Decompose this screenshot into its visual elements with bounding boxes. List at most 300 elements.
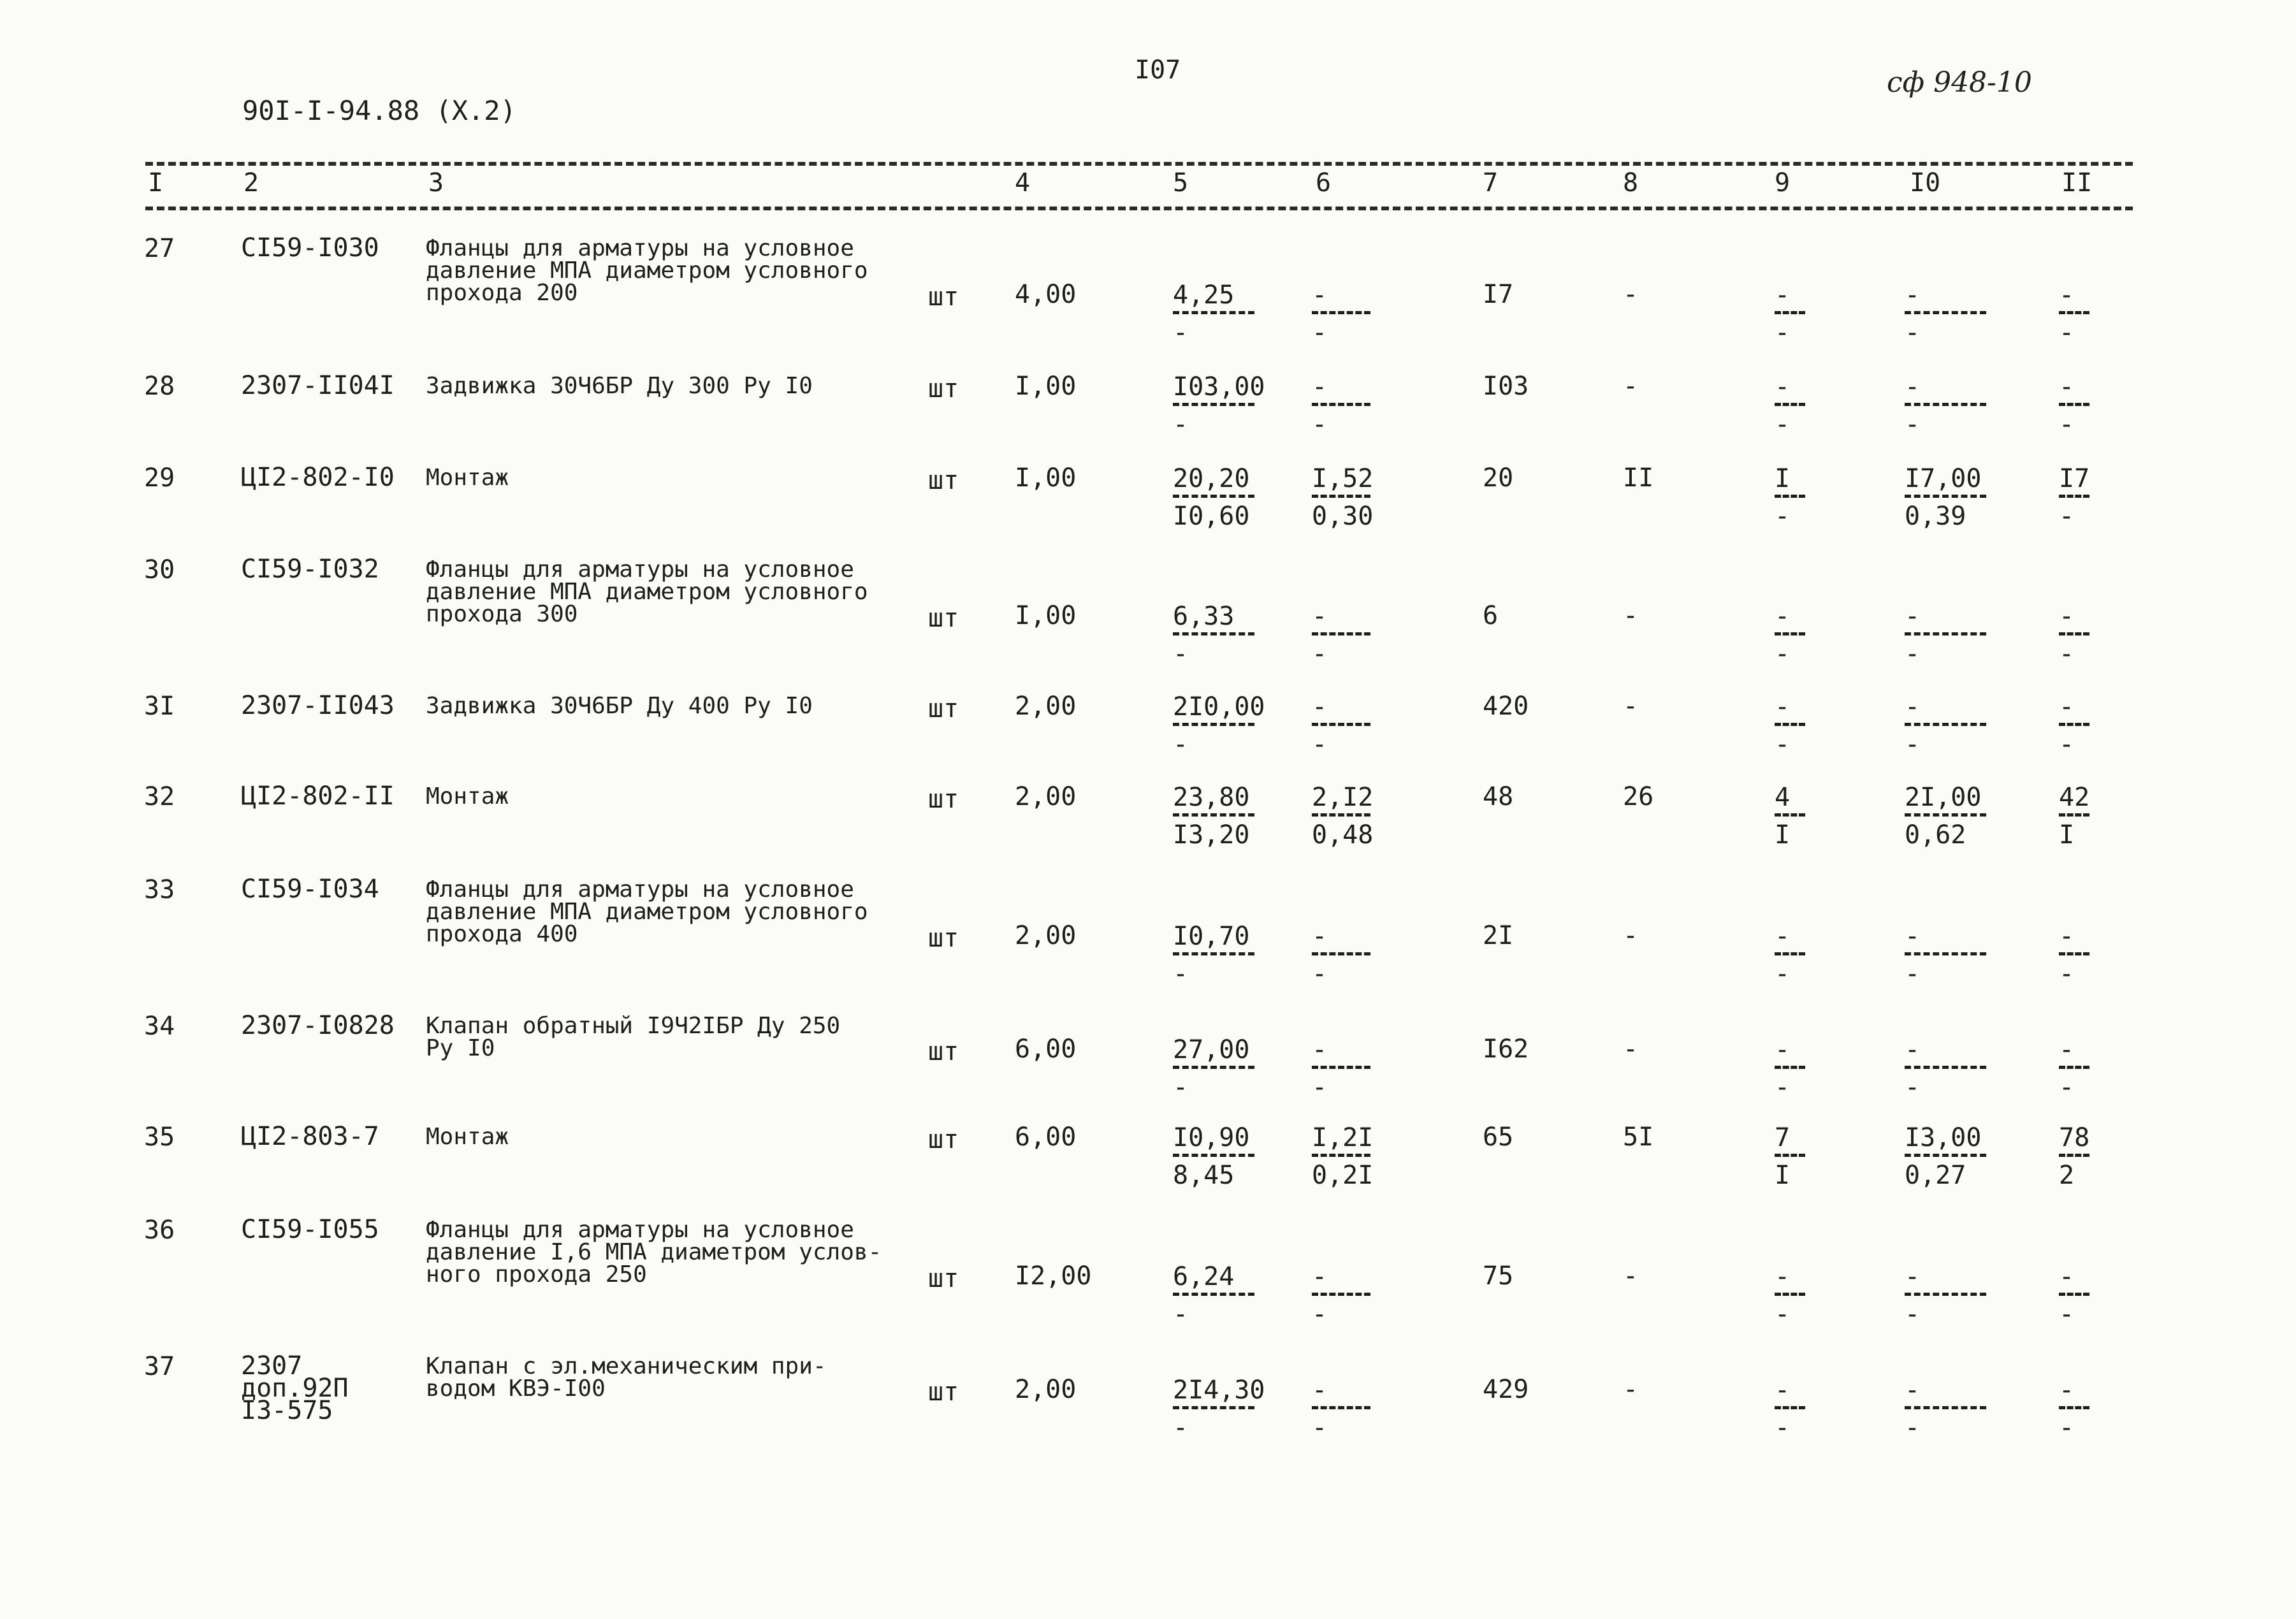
row-col5-value-denominator: - bbox=[1173, 1300, 1189, 1329]
row-col11-value-numerator: - bbox=[2059, 372, 2075, 402]
row-col6-value-numerator: - bbox=[1312, 922, 1328, 951]
row-col5-value bbox=[1173, 1376, 1265, 1442]
row-col5-value-numerator: 23,80 bbox=[1173, 783, 1250, 812]
row-code: 2307-I0828 bbox=[241, 1011, 395, 1040]
row-col5-value bbox=[1173, 922, 1254, 989]
row-col10-value-divider bbox=[1905, 952, 1986, 955]
row-number: 30 bbox=[144, 555, 175, 584]
row-col10-value-numerator: - bbox=[1905, 280, 1921, 310]
row-col9-value-denominator: - bbox=[1775, 502, 1791, 531]
row-unit: шт bbox=[928, 694, 959, 723]
row-col10-value bbox=[1905, 1376, 1986, 1442]
row-col6-value-denominator: - bbox=[1312, 318, 1328, 347]
row-col11-value bbox=[2059, 602, 2089, 669]
column-header: I0 bbox=[1910, 168, 1941, 198]
row-col10-value bbox=[1905, 1123, 1986, 1190]
row-col5-value bbox=[1173, 1035, 1254, 1102]
column-header: 5 bbox=[1173, 168, 1189, 198]
row-col9-value-numerator: - bbox=[1775, 1376, 1791, 1405]
row-col7-value: 65 bbox=[1483, 1122, 1514, 1152]
row-unit: шт bbox=[928, 1037, 959, 1066]
row-col10-value-divider bbox=[1905, 1293, 1986, 1296]
row-col9-value-numerator: 7 bbox=[1775, 1123, 1791, 1152]
row-quantity: I,00 bbox=[1015, 463, 1077, 493]
row-col9-value bbox=[1775, 922, 1805, 989]
row-col8-value: 26 bbox=[1623, 782, 1654, 811]
row-quantity: 2,00 bbox=[1015, 921, 1077, 950]
row-col6-value-denominator: - bbox=[1312, 959, 1328, 989]
column-header: 2 bbox=[243, 168, 259, 198]
row-col7-value: I03 bbox=[1483, 372, 1529, 401]
row-description: Клапан обратный I9Ч2IБР Ду 250 Ру I0 bbox=[426, 1013, 841, 1061]
row-col9-value-numerator: 4 bbox=[1775, 783, 1791, 812]
row-col10-value-numerator: - bbox=[1905, 1376, 1921, 1405]
row-col10-value bbox=[1905, 922, 1986, 989]
row-col11-value-numerator: 78 bbox=[2059, 1123, 2090, 1152]
row-col10-value-numerator: 2I,00 bbox=[1905, 783, 1982, 812]
column-header: 6 bbox=[1316, 168, 1332, 198]
row-col10-value-numerator: I7,00 bbox=[1905, 464, 1982, 493]
header-bottom-rule bbox=[145, 207, 2133, 210]
row-col5-value-divider bbox=[1173, 1066, 1254, 1069]
column-header: 3 bbox=[428, 168, 444, 198]
row-col10-value bbox=[1905, 783, 1986, 850]
row-col5-value-denominator: I0,60 bbox=[1173, 502, 1250, 531]
row-col11-value-divider bbox=[2059, 495, 2089, 498]
row-col5-value-denominator: I3,20 bbox=[1173, 820, 1250, 850]
row-col9-value bbox=[1775, 372, 1805, 439]
row-col9-value-numerator: - bbox=[1775, 1262, 1791, 1291]
row-col5-value-divider bbox=[1173, 632, 1254, 635]
row-number: 33 bbox=[144, 875, 175, 904]
row-col11-value-divider bbox=[2059, 1406, 2089, 1409]
row-col9-value-denominator: - bbox=[1775, 1073, 1791, 1102]
row-col6-value-numerator: - bbox=[1312, 1035, 1328, 1064]
row-col9-value-numerator: I bbox=[1775, 464, 1791, 493]
column-header: 7 bbox=[1483, 168, 1499, 198]
row-col10-value-denominator: - bbox=[1905, 639, 1921, 669]
row-col9-value bbox=[1775, 464, 1805, 531]
row-col6-value-divider bbox=[1312, 952, 1370, 955]
row-col5-value bbox=[1173, 464, 1254, 531]
row-quantity: 6,00 bbox=[1015, 1122, 1077, 1152]
row-col6-value-divider bbox=[1312, 1293, 1370, 1296]
row-col8-value: - bbox=[1623, 1035, 1639, 1064]
row-col11-value-denominator: - bbox=[2059, 639, 2075, 669]
row-col6-value-divider bbox=[1312, 403, 1370, 406]
row-col5-value-divider bbox=[1173, 403, 1254, 406]
row-unit: шт bbox=[928, 924, 959, 953]
row-description: Фланцы для арматуры на условное давление I,6 МПА диаметром услов- ного прохода 250 bbox=[426, 1217, 882, 1288]
row-col8-value: II bbox=[1623, 463, 1654, 493]
row-col8-value: - bbox=[1623, 1261, 1639, 1291]
row-col10-value-denominator: - bbox=[1905, 410, 1921, 439]
row-col9-value-denominator: I bbox=[1775, 1161, 1791, 1190]
row-col10-value-divider bbox=[1905, 1154, 1986, 1157]
row-col6-value-divider bbox=[1312, 813, 1370, 817]
row-col6-value-denominator: 0,30 bbox=[1312, 502, 1374, 531]
row-col11-value bbox=[2059, 1123, 2089, 1190]
row-col9-value-divider bbox=[1775, 1154, 1805, 1157]
row-quantity: 4,00 bbox=[1015, 280, 1077, 309]
row-col10-value-numerator: - bbox=[1905, 1262, 1921, 1291]
row-col9-value bbox=[1775, 280, 1805, 347]
row-description: Задвижка 30Ч6БР Ду 300 Ру I0 bbox=[426, 373, 813, 399]
row-col5-value-divider bbox=[1173, 1406, 1254, 1409]
row-col6-value bbox=[1312, 602, 1370, 669]
row-col9-value-divider bbox=[1775, 1406, 1805, 1409]
row-col5-value-denominator: - bbox=[1173, 1413, 1189, 1442]
row-col11-value bbox=[2059, 1262, 2089, 1329]
row-col6-value-divider bbox=[1312, 311, 1370, 314]
row-col10-value-denominator: - bbox=[1905, 318, 1921, 347]
row-col10-value-divider bbox=[1905, 723, 1986, 726]
row-col6-value-numerator: - bbox=[1312, 1262, 1328, 1291]
row-col8-value: - bbox=[1623, 601, 1639, 630]
row-col6-value-denominator: 0,2I bbox=[1312, 1161, 1374, 1190]
row-col9-value-numerator: - bbox=[1775, 922, 1791, 951]
row-col8-value: - bbox=[1623, 692, 1639, 721]
row-col11-value bbox=[2059, 1376, 2089, 1442]
row-col7-value: 6 bbox=[1483, 601, 1499, 630]
row-col9-value-divider bbox=[1775, 952, 1805, 955]
row-col9-value-denominator: - bbox=[1775, 318, 1791, 347]
row-col6-value-denominator: - bbox=[1312, 730, 1328, 759]
row-col6-value bbox=[1312, 1035, 1370, 1102]
row-col6-value bbox=[1312, 372, 1370, 439]
row-col5-value-divider bbox=[1173, 1293, 1254, 1296]
row-code: ЦI2-802-II bbox=[241, 781, 395, 811]
row-col11-value-divider bbox=[2059, 311, 2089, 314]
row-col11-value-denominator: - bbox=[2059, 959, 2075, 989]
row-col11-value-divider bbox=[2059, 403, 2089, 406]
row-col11-value-denominator: - bbox=[2059, 410, 2075, 439]
row-col10-value-divider bbox=[1905, 632, 1986, 635]
row-col10-value-numerator: - bbox=[1905, 602, 1921, 631]
row-col11-value-denominator: - bbox=[2059, 1300, 2075, 1329]
row-col5-value-numerator: 2I0,00 bbox=[1173, 692, 1265, 722]
row-col9-value-divider bbox=[1775, 632, 1805, 635]
row-description: Фланцы для арматуры на условное давление МПА диаметром условного прохода 200 bbox=[426, 235, 868, 306]
row-code: 2307 доп.92П I3-575 bbox=[241, 1351, 349, 1425]
row-col10-value-numerator: - bbox=[1905, 692, 1921, 722]
row-col6-value-denominator: - bbox=[1312, 1073, 1328, 1102]
row-quantity: 2,00 bbox=[1015, 1375, 1077, 1404]
column-header: II bbox=[2061, 168, 2093, 198]
row-col5-value-numerator: 20,20 bbox=[1173, 464, 1250, 493]
row-col5-value-denominator: 8,45 bbox=[1173, 1161, 1235, 1190]
row-col11-value bbox=[2059, 692, 2089, 759]
row-col5-value-denominator: - bbox=[1173, 318, 1189, 347]
row-col9-value-denominator: I bbox=[1775, 820, 1791, 850]
row-col9-value-divider bbox=[1775, 311, 1805, 314]
row-col11-value-divider bbox=[2059, 1293, 2089, 1296]
row-quantity: 2,00 bbox=[1015, 782, 1077, 811]
row-col10-value bbox=[1905, 1262, 1986, 1329]
row-col5-value-divider bbox=[1173, 723, 1254, 726]
row-col7-value: 75 bbox=[1483, 1261, 1514, 1291]
row-code: CI59-I055 bbox=[241, 1215, 379, 1244]
row-col8-value: 5I bbox=[1623, 1122, 1654, 1152]
row-col10-value-denominator: - bbox=[1905, 730, 1921, 759]
row-col11-value bbox=[2059, 922, 2089, 989]
row-col9-value-divider bbox=[1775, 813, 1805, 817]
row-col6-value bbox=[1312, 783, 1373, 850]
row-col9-value bbox=[1775, 692, 1805, 759]
row-col9-value bbox=[1775, 602, 1805, 669]
row-col10-value bbox=[1905, 1035, 1986, 1102]
row-col9-value-numerator: - bbox=[1775, 280, 1791, 310]
row-col9-value-denominator: - bbox=[1775, 959, 1791, 989]
row-col6-value-divider bbox=[1312, 1406, 1370, 1409]
row-col9-value-divider bbox=[1775, 1066, 1805, 1069]
column-header: 4 bbox=[1015, 168, 1031, 198]
row-col5-value bbox=[1173, 372, 1265, 439]
row-col5-value-divider bbox=[1173, 1154, 1254, 1157]
handwritten-note: сф 948-10 bbox=[1887, 66, 2032, 99]
row-col6-value-numerator: I,2I bbox=[1312, 1123, 1374, 1152]
row-col10-value bbox=[1905, 602, 1986, 669]
row-col7-value: 2I bbox=[1483, 921, 1514, 950]
row-col6-value bbox=[1312, 922, 1370, 989]
row-col11-value-denominator: - bbox=[2059, 1413, 2075, 1442]
row-description: Задвижка 30Ч6БР Ду 400 Ру I0 bbox=[426, 693, 813, 719]
row-col10-value-numerator: - bbox=[1905, 372, 1921, 402]
row-col9-value-divider bbox=[1775, 495, 1805, 498]
row-col6-value bbox=[1312, 1376, 1370, 1442]
row-quantity: I2,00 bbox=[1015, 1261, 1092, 1291]
row-col9-value-numerator: - bbox=[1775, 1035, 1791, 1064]
row-col5-value-numerator: I03,00 bbox=[1173, 372, 1265, 402]
row-col10-value-denominator: 0,39 bbox=[1905, 502, 1966, 531]
row-col9-value-denominator: - bbox=[1775, 1300, 1791, 1329]
header-top-rule bbox=[145, 162, 2133, 166]
row-col11-value-denominator: 2 bbox=[2059, 1161, 2075, 1190]
row-col11-value-numerator: - bbox=[2059, 602, 2075, 631]
row-code: CI59-I034 bbox=[241, 875, 379, 904]
row-col9-value-numerator: - bbox=[1775, 602, 1791, 631]
row-col10-value bbox=[1905, 372, 1986, 439]
row-description: Клапан с эл.механическим при- водом КВЭ-I00 bbox=[426, 1353, 827, 1402]
row-col11-value-numerator: I7 bbox=[2059, 464, 2090, 493]
row-col5-value-divider bbox=[1173, 495, 1254, 498]
row-col5-value-numerator: I0,90 bbox=[1173, 1123, 1250, 1152]
row-col11-value-numerator: - bbox=[2059, 280, 2075, 310]
row-col6-value-divider bbox=[1312, 1066, 1370, 1069]
row-col10-value-denominator: - bbox=[1905, 1413, 1921, 1442]
row-col11-value-numerator: 42 bbox=[2059, 783, 2090, 812]
row-number: 34 bbox=[144, 1012, 175, 1041]
row-description: Монтаж bbox=[426, 465, 509, 491]
row-col10-value bbox=[1905, 692, 1986, 759]
column-header: 8 bbox=[1623, 168, 1639, 198]
row-col10-value-numerator: I3,00 bbox=[1905, 1123, 1982, 1152]
row-col5-value bbox=[1173, 1262, 1254, 1329]
row-col9-value bbox=[1775, 783, 1805, 850]
row-col5-value-numerator: 2I4,30 bbox=[1173, 1376, 1265, 1405]
row-col9-value-divider bbox=[1775, 723, 1805, 726]
row-col11-value bbox=[2059, 372, 2089, 439]
row-col6-value-denominator: - bbox=[1312, 1413, 1328, 1442]
row-unit: шт bbox=[928, 1377, 959, 1407]
document-code: 90I-I-94.88 (X.2) bbox=[242, 95, 516, 126]
row-col6-value bbox=[1312, 280, 1370, 347]
row-col5-value-numerator: 4,25 bbox=[1173, 280, 1235, 310]
row-description: Фланцы для арматуры на условное давление МПА диаметром условного прохода 400 bbox=[426, 876, 868, 947]
row-col6-value-numerator: - bbox=[1312, 692, 1328, 722]
row-col5-value bbox=[1173, 783, 1254, 850]
row-col8-value: - bbox=[1623, 280, 1639, 309]
row-col11-value-numerator: - bbox=[2059, 922, 2075, 951]
row-col9-value-denominator: - bbox=[1775, 730, 1791, 759]
row-col10-value-denominator: 0,62 bbox=[1905, 820, 1966, 850]
row-col10-value-denominator: - bbox=[1905, 959, 1921, 989]
row-col11-value-divider bbox=[2059, 723, 2089, 726]
row-code: 2307-II043 bbox=[241, 691, 395, 720]
row-col11-value-denominator: I bbox=[2059, 820, 2075, 850]
row-col8-value: - bbox=[1623, 921, 1639, 950]
row-col9-value bbox=[1775, 1123, 1805, 1190]
row-col10-value-denominator: - bbox=[1905, 1300, 1921, 1329]
row-col6-value-divider bbox=[1312, 495, 1370, 498]
row-number: 29 bbox=[144, 463, 175, 493]
row-col11-value-denominator: - bbox=[2059, 1073, 2075, 1102]
row-col6-value-numerator: - bbox=[1312, 372, 1328, 402]
page-number: I07 bbox=[1135, 55, 1181, 85]
row-col7-value: 420 bbox=[1483, 692, 1529, 721]
row-col9-value-denominator: - bbox=[1775, 639, 1791, 669]
row-col11-value bbox=[2059, 464, 2089, 531]
row-col9-value-denominator: - bbox=[1775, 1413, 1791, 1442]
row-col10-value-denominator: - bbox=[1905, 1073, 1921, 1102]
row-col9-value bbox=[1775, 1035, 1805, 1102]
row-col6-value-divider bbox=[1312, 723, 1370, 726]
row-quantity: I,00 bbox=[1015, 372, 1077, 401]
row-col5-value-numerator: I0,70 bbox=[1173, 922, 1250, 951]
row-unit: шт bbox=[928, 785, 959, 814]
row-col11-value-divider bbox=[2059, 632, 2089, 635]
row-col8-value: - bbox=[1623, 1375, 1639, 1404]
row-number: 3I bbox=[144, 692, 175, 721]
row-number: 37 bbox=[144, 1352, 175, 1381]
row-col10-value-numerator: - bbox=[1905, 1035, 1921, 1064]
row-col6-value bbox=[1312, 464, 1373, 531]
row-col10-value-divider bbox=[1905, 813, 1986, 817]
row-col5-value-denominator: - bbox=[1173, 410, 1189, 439]
row-description: Монтаж bbox=[426, 1124, 509, 1150]
row-code: CI59-I032 bbox=[241, 555, 379, 584]
row-col8-value: - bbox=[1623, 372, 1639, 401]
row-code: CI59-I030 bbox=[241, 233, 379, 263]
column-header: I bbox=[148, 168, 164, 198]
row-col11-value bbox=[2059, 783, 2089, 850]
row-col5-value-numerator: 6,24 bbox=[1173, 1262, 1235, 1291]
row-unit: шт bbox=[928, 1264, 959, 1293]
row-col6-value-numerator: - bbox=[1312, 280, 1328, 310]
row-col5-value-denominator: - bbox=[1173, 1073, 1189, 1102]
row-col11-value-divider bbox=[2059, 813, 2089, 817]
row-code: ЦI2-802-I0 bbox=[241, 463, 395, 492]
row-unit: шт bbox=[928, 282, 959, 312]
row-col5-value-divider bbox=[1173, 952, 1254, 955]
row-col5-value-numerator: 27,00 bbox=[1173, 1035, 1250, 1064]
row-col9-value-numerator: - bbox=[1775, 692, 1791, 722]
row-col10-value-divider bbox=[1905, 1406, 1986, 1409]
row-quantity: I,00 bbox=[1015, 601, 1077, 630]
row-col7-value: 429 bbox=[1483, 1375, 1529, 1404]
row-col6-value-denominator: 0,48 bbox=[1312, 820, 1374, 850]
row-col10-value-numerator: - bbox=[1905, 922, 1921, 951]
row-number: 32 bbox=[144, 782, 175, 811]
row-unit: шт bbox=[928, 604, 959, 633]
row-col5-value-denominator: - bbox=[1173, 730, 1189, 759]
row-col11-value-denominator: - bbox=[2059, 502, 2075, 531]
row-col10-value-divider bbox=[1905, 495, 1986, 498]
row-unit: шт bbox=[928, 466, 959, 495]
row-col9-value bbox=[1775, 1262, 1805, 1329]
row-col11-value bbox=[2059, 1035, 2089, 1102]
row-col6-value-numerator: 2,I2 bbox=[1312, 783, 1374, 812]
row-col10-value-divider bbox=[1905, 311, 1986, 314]
row-col10-value-divider bbox=[1905, 1066, 1986, 1069]
row-col7-value: I62 bbox=[1483, 1035, 1529, 1064]
row-col7-value: I7 bbox=[1483, 280, 1514, 309]
row-col9-value bbox=[1775, 1376, 1805, 1442]
row-code: ЦI2-803-7 bbox=[241, 1122, 379, 1151]
row-col11-value-divider bbox=[2059, 1154, 2089, 1157]
row-col5-value-numerator: 6,33 bbox=[1173, 602, 1235, 631]
row-col7-value: 48 bbox=[1483, 782, 1514, 811]
row-col9-value-divider bbox=[1775, 403, 1805, 406]
row-col11-value bbox=[2059, 280, 2089, 347]
row-col5-value-denominator: - bbox=[1173, 639, 1189, 669]
row-col6-value-divider bbox=[1312, 1154, 1370, 1157]
row-col10-value-denominator: 0,27 bbox=[1905, 1161, 1966, 1190]
row-quantity: 6,00 bbox=[1015, 1035, 1077, 1064]
row-col5-value bbox=[1173, 602, 1254, 669]
row-code: 2307-II04I bbox=[241, 371, 395, 400]
row-col6-value-denominator: - bbox=[1312, 1300, 1328, 1329]
row-description: Монтаж bbox=[426, 783, 509, 810]
row-col11-value-denominator: - bbox=[2059, 730, 2075, 759]
row-col11-value-denominator: - bbox=[2059, 318, 2075, 347]
row-number: 35 bbox=[144, 1122, 175, 1152]
row-col5-value-divider bbox=[1173, 813, 1254, 817]
row-unit: шт bbox=[928, 1125, 959, 1154]
row-number: 36 bbox=[144, 1216, 175, 1245]
row-col6-value-denominator: - bbox=[1312, 639, 1328, 669]
row-col6-value bbox=[1312, 1262, 1370, 1329]
row-col6-value-numerator: - bbox=[1312, 1376, 1328, 1405]
row-col5-value bbox=[1173, 692, 1265, 759]
column-header: 9 bbox=[1775, 168, 1791, 198]
row-quantity: 2,00 bbox=[1015, 692, 1077, 721]
row-col11-value-divider bbox=[2059, 1066, 2089, 1069]
row-col11-value-numerator: - bbox=[2059, 692, 2075, 722]
row-col5-value-divider bbox=[1173, 311, 1254, 314]
row-col11-value-numerator: - bbox=[2059, 1262, 2075, 1291]
row-col6-value bbox=[1312, 692, 1370, 759]
row-col11-value-divider bbox=[2059, 952, 2089, 955]
row-col5-value bbox=[1173, 1123, 1254, 1190]
row-col6-value-denominator: - bbox=[1312, 410, 1328, 439]
row-col6-value-numerator: - bbox=[1312, 602, 1328, 631]
row-number: 28 bbox=[144, 372, 175, 401]
row-col10-value bbox=[1905, 464, 1986, 531]
row-unit: шт bbox=[928, 374, 959, 403]
row-col11-value-numerator: - bbox=[2059, 1035, 2075, 1064]
row-col6-value-divider bbox=[1312, 632, 1370, 635]
